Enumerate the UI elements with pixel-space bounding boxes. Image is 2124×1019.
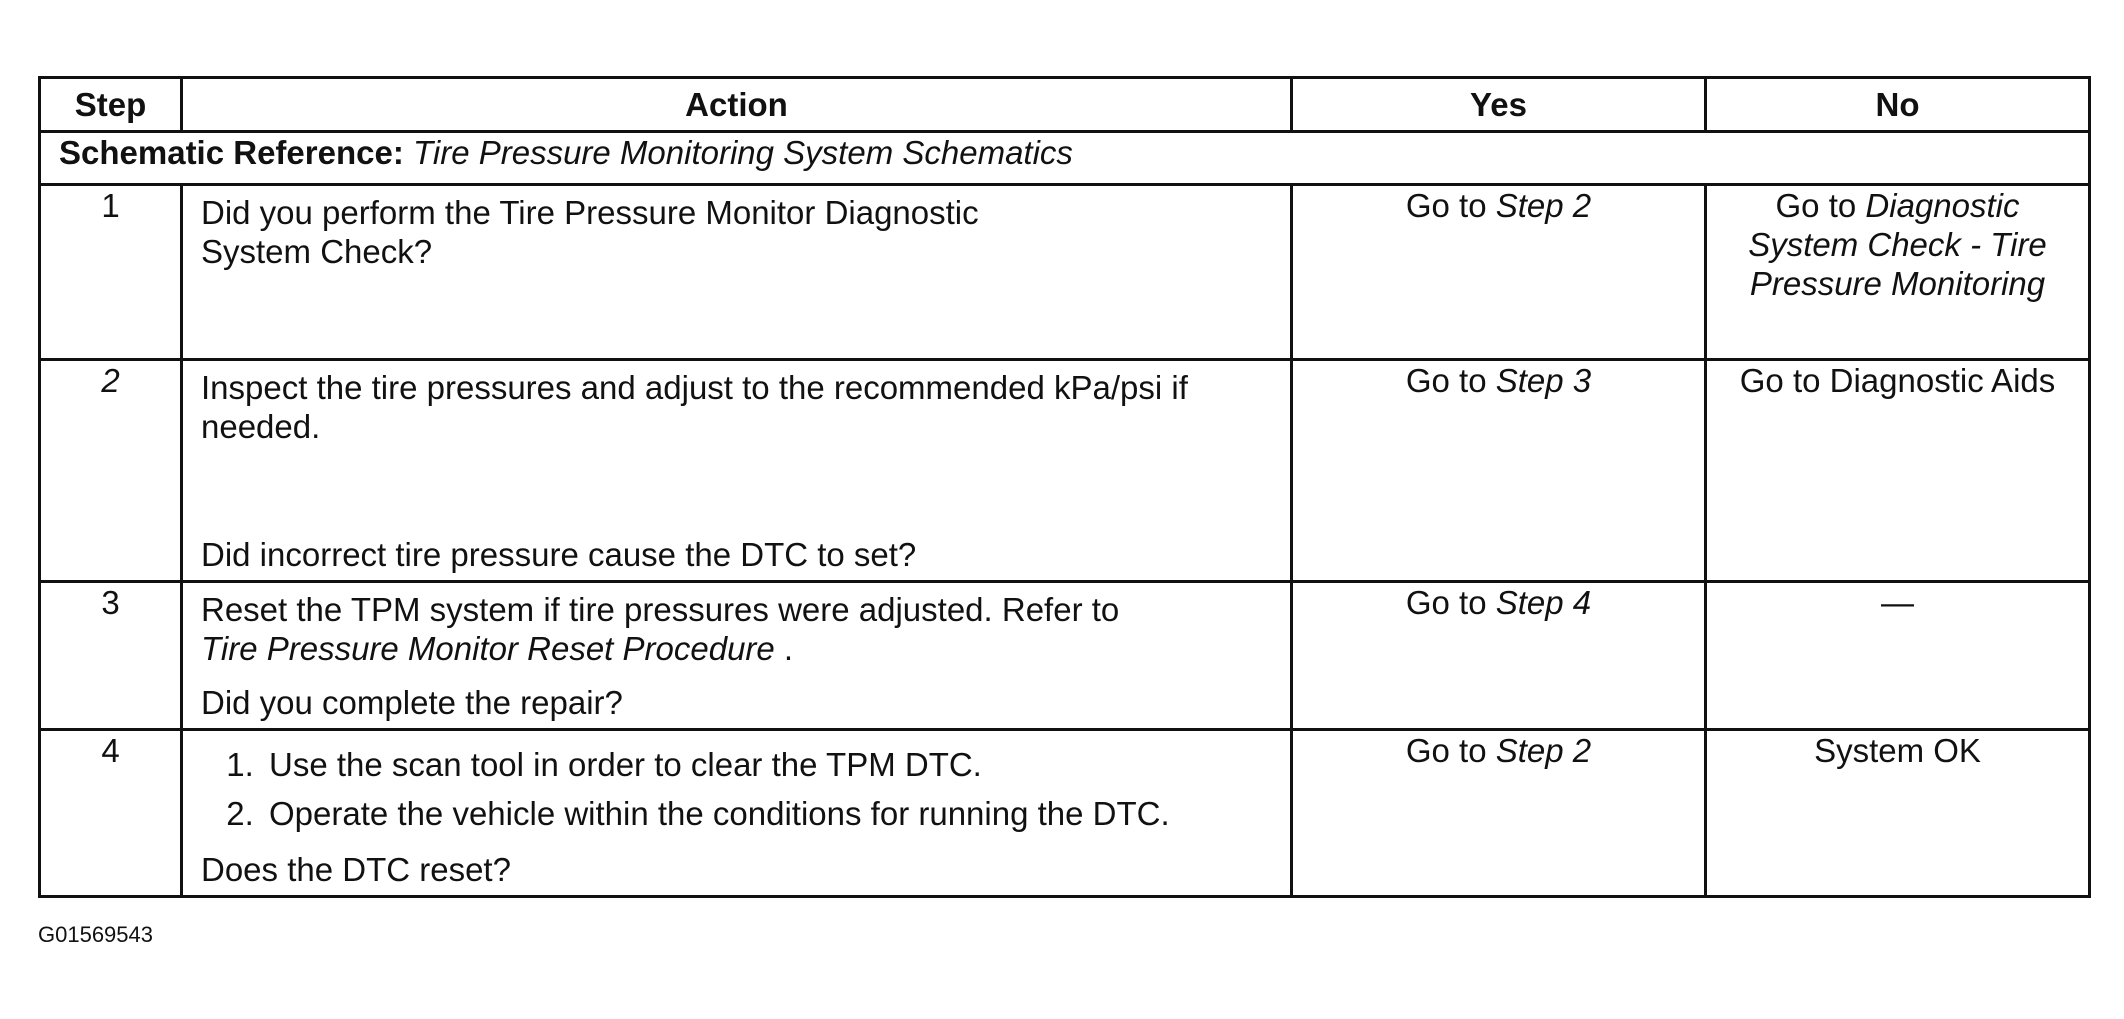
step-number: 3 [40,581,182,729]
action-question: Did you complete the repair? [201,684,623,722]
schematic-reference-link[interactable]: Tire Pressure Monitoring System Schematics [413,133,1073,171]
header-yes: Yes [1292,78,1706,132]
header-no: No [1706,78,2090,132]
schematic-reference-row [40,131,2090,185]
figure-id: G01569543 [38,922,153,947]
action-text: Inspect the tire pressures and adjust to the recommended kPa/psi if needed. [201,368,1188,445]
action-question: Does the DTC reset? [201,851,511,888]
yes-prefix: Go to [1405,361,1496,399]
yes-step-link[interactable]: Step 4 [1495,583,1592,621]
action-cell [182,185,1292,360]
action-text [201,590,1272,668]
yes-step-link[interactable]: Step 2 [1495,732,1592,770]
diagnostic-table [38,76,2091,898]
action-text-main: Reset the TPM system if tire pressures were adjusted. Refer to [201,590,1120,628]
no-diagnostic-aids-link[interactable]: Go to Diagnostic Aids [1739,361,2056,399]
step-number: 4 [40,730,182,897]
schematic-reference-cell [40,131,2090,185]
no-system-ok: System OK [1814,732,1981,770]
yes-cell [1292,185,1706,360]
no-prefix: Go to [1775,187,1866,225]
yes-prefix: Go to [1405,732,1496,770]
step-number: 1 [40,185,182,360]
no-diagnostic-link[interactable]: Diagnostic System Check - Tire Pressure Monitoring [1748,187,2047,303]
yes-cell [1292,730,1706,897]
action-list-item: 2. Operate the vehicle within the conditions for running the DTC. [263,794,1272,833]
action-cell [182,730,1292,897]
table-row [40,185,2090,360]
no-cell [1706,359,2090,581]
no-cell [1706,581,2090,729]
action-question: Did incorrect tire pressure cause the DTC to set? [201,535,917,573]
no-cell [1706,185,2090,360]
step-number: 2 [40,359,182,581]
no-dash: — [1881,583,1914,621]
action-ref-suffix: . [774,629,794,667]
reset-procedure-link[interactable]: Tire Pressure Monitor Reset Procedure [201,629,775,667]
table-row [40,359,2090,581]
yes-prefix: Go to [1405,583,1496,621]
header-row [40,78,2090,132]
header-step: Step [40,78,182,132]
table-row [40,730,2090,897]
yes-cell [1292,359,1706,581]
action-cell [182,359,1292,581]
action-text: Did you perform the Tire Pressure Monitor Diagnostic System Check? [201,194,979,271]
action-cell [182,581,1292,729]
yes-step-link[interactable]: Step 3 [1495,361,1592,399]
yes-step-link[interactable]: Step 2 [1495,187,1592,225]
yes-prefix: Go to [1405,187,1496,225]
table-row [40,581,2090,729]
action-list [201,745,1272,833]
action-list-item: 1. Use the scan tool in order to clear the TPM DTC. [263,745,1272,784]
yes-cell [1292,581,1706,729]
schematic-reference-label: Schematic Reference: [59,133,404,171]
no-cell [1706,730,2090,897]
header-action: Action [182,78,1292,132]
